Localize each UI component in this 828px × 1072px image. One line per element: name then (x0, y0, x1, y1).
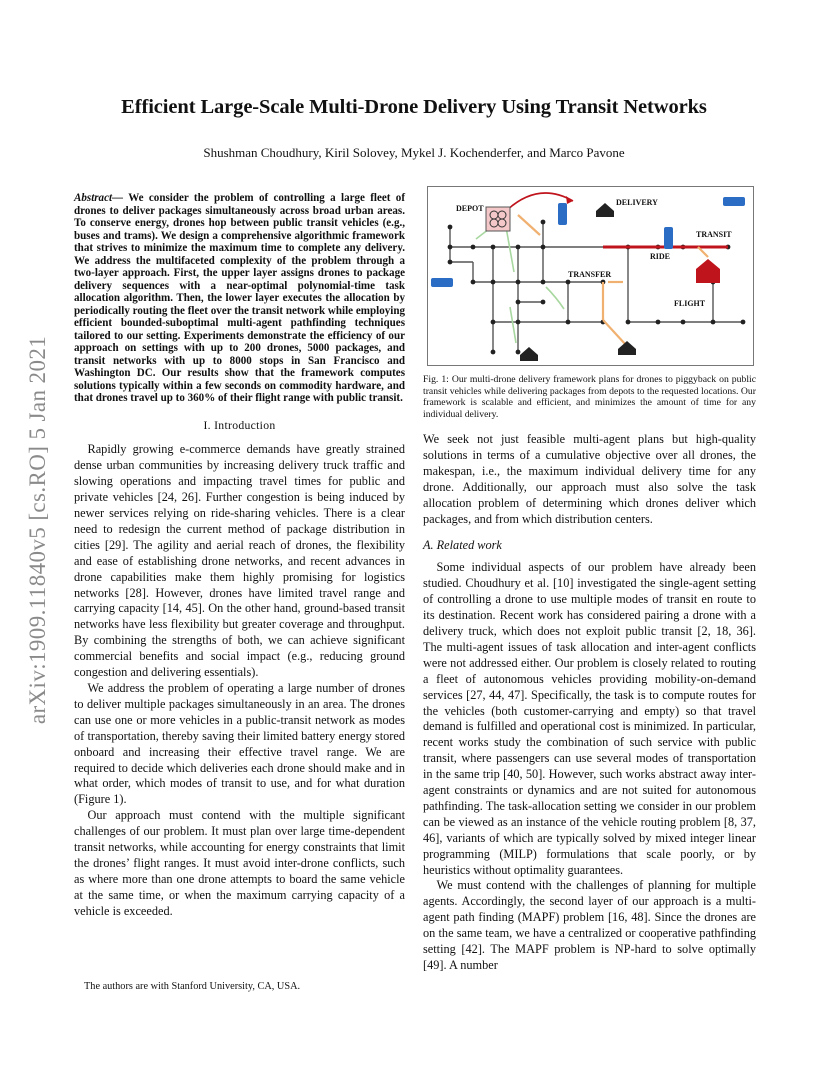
depot-icon (486, 207, 510, 231)
right-column (423, 432, 756, 974)
label-transfer: TRANSFER (568, 270, 612, 279)
author-footnote: The authors are with Stanford University, CA, USA. (84, 981, 301, 992)
related-work-paragraph-1: Some individual aspects of our problem have already been studied. Choudhury et al. [10] investigated the single-agent setting of controlling a drone to use multiple modes of transit en route to its destination. Recent work has considered pairing a drone with a delivery truck, which does not exploit public transit [2, 18, 36]. The multi-agent issues of task allocation and inter-agent conflicts were not addressed either. Our problem is closely related to routing a fleet of autonomous vehicles providing mobility-on-demand services [27, 44, 47]. Specifically, the task is to compute routes for the vehicles (both customer-carrying and empty) so that travel demand is fulfilled and operational cost is minimized. In particular, recent works study the combination of such service with public transit, where passengers can use several modes of transportation in the same trip [40, 50]. However, such works abstract away inter-agent constraints or dynamics and are not suited for autonomous pathfinding. The task-allocation setting we consider in our problem can be viewed as an instance of the vehicle routing problem [8, 37, 46], variants of which are typically solved by mixed integer linear programming (MILP) formulations that scale poorly, or by heuristics without optimality guarantees. (423, 560, 756, 877)
section-heading-introduction: I. Introduction (203, 418, 276, 432)
subsection-heading-related-work: A. Related work (423, 538, 502, 553)
transit-stops (448, 220, 746, 355)
related-work-paragraph-2: We must contend with the challenges of planning for multiple agents. Accordingly, the second layer of our approach is a multi-agent path finding (MAPF) problem [16, 48]. Since the drones are on the same team, we have a centralized or cooperative pathfinding setting [42]. The MAPF problem is NP-hard to solve optimally [49]. A number (423, 878, 756, 972)
house-icon (520, 347, 538, 361)
arxiv-sidebar (18, 300, 58, 760)
label-delivery: DELIVERY (616, 198, 658, 207)
label-ride: RIDE (650, 252, 671, 261)
intro-paragraph-2: We address the problem of operating a large number of drones to deliver multiple packages simultaneously in an area. The drones can use one or more vehicles in a public-transit network as modes of transportation, thereby saving their limited battery energy stored onboard and increasing their effective travel range. We are required to decide which deliveries each drone should make and in what order, which modes of transit to use, and for what duration (Figure 1). (74, 681, 405, 807)
abstract-text: We consider the problem of controlling a large fleet of drones to deliver packages simultaneously across broad urban areas. To conserve energy, drones hop between public transit vehicles (e.g., buses and trams). We design a comprehensive algorithmic framework that strives to minimize the maximum time to complete any delivery. We address the multifaceted complexity of the problem through a two-layer approach. First, the upper layer assigns drones to package delivery sequences with a near-optimal polynomial-time task allocation algorithm. Then, the lower layer executes the allocation by periodically routing the fleet over the transit network while employing efficient bounded-suboptimal multi-agent pathfinding techniques tailored to our setting. Experiments demonstrate the efficiency of our approach on settings with up to 200 drones, 5000 packages, and transit networks with up to 8000 stops in San Francisco and Washington DC. Our results show that the framework computes solutions typically within a few seconds on commodity hardware, and that drones travel up to 360% of their flight range with public transit. (74, 192, 405, 404)
transit-network (450, 222, 743, 352)
bus-icon (558, 203, 567, 225)
bus-icon (723, 197, 745, 206)
bus-icon (664, 227, 673, 249)
label-depot: DEPOT (456, 204, 484, 213)
abstract (74, 192, 405, 405)
arxiv-id: arXiv:1909.11840v5 [cs.RO] 5 Jan 2021 (25, 335, 50, 725)
figure-1 (427, 186, 754, 366)
house-icon (696, 259, 720, 283)
label-transit: TRANSIT (696, 230, 732, 239)
paper-authors: Shushman Choudhury, Kiril Solovey, Mykel J. Kochenderfer, and Marco Pavone (203, 145, 625, 160)
label-flight: FLIGHT (674, 299, 706, 308)
paper-title: Efficient Large-Scale Multi-Drone Delivery Using Transit Networks (121, 96, 707, 118)
right-paragraph-1: We seek not just feasible multi-agent plans but high-quality solutions in terms of a cumulative objective over all drones, the makespan, i.e., the maximum individual delivery time for any drone. Additionally, our approach must also solve the task allocation problem of determining which drones deliver which packages, and from which distribution centers. (423, 432, 756, 526)
house-icon (618, 341, 636, 355)
intro-paragraph-3: Our approach must contend with the multiple significant challenges of our problem. It must plan over large time-dependent transit networks, while accounting for energy constraints that limit the drones’ flight ranges. It must avoid inter-drone conflicts, such as where more than one drone attempts to board the same vehicle at the same time, or when the maximum carrying capacity of a vehicle is exceeded. (74, 808, 405, 918)
abstract-label: Abstract— (74, 192, 124, 204)
figure-1-diagram (428, 187, 753, 365)
flight-route (518, 215, 713, 345)
bus-icon (431, 278, 453, 287)
figure-1-caption: Fig. 1: Our multi-drone delivery framework plans for drones to piggyback on public transit vehicles while delivering packages from depots to the requested locations. Our framework is scalable and efficient, and minimizes the amount of time for any individual delivery. (423, 374, 756, 420)
house-icon (596, 203, 614, 217)
left-column (74, 192, 405, 920)
intro-paragraph-1: Rapidly growing e-commerce demands have greatly strained dense urban communities by increasing delivery truck traffic and slowing operations and impacting travel times for public and private vehicles [24, 26]. Further congestion is being induced by newer services relying on ride-sharing vehicles. There is a clear need to redesign the current method of package distribution in cities [29]. The agility and aerial reach of drones, the flexibility and ease of establishing drone networks, and recent advances in drone capabilities make them highly promising for logistics networks [28]. However, drones have limited travel range and carrying capacity [14, 45]. On the other hand, ground-based transit networks have less flexibility but greater coverage and throughput. By combining the strengths of both, we can achieve significant commercial benefits and social impact (e.g., reducing ground congestion and delivering essentials). (74, 442, 405, 680)
